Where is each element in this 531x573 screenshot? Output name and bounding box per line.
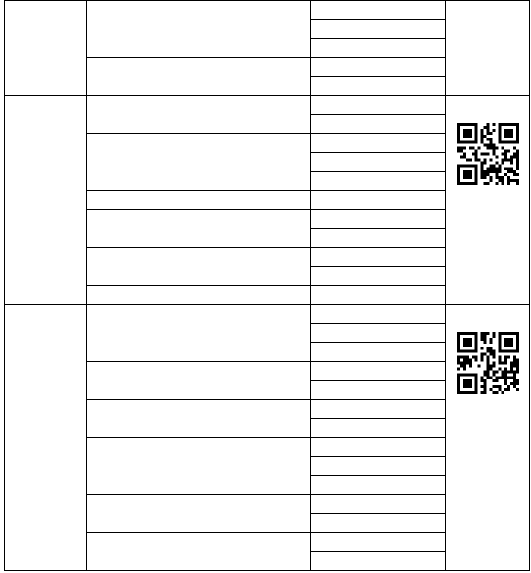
table-rule [4,95,530,96]
table-rule [310,76,446,77]
table-rule [310,456,446,457]
major-name [94,304,306,361]
major-name [94,0,306,57]
table-rule [310,551,446,552]
table-rule [310,418,446,419]
table-rule [310,475,446,476]
major-name [94,532,306,570]
table-rule [4,304,530,305]
table-rule [310,38,446,39]
table-rule [310,380,446,381]
table-rule [86,247,446,248]
table-rule [310,342,446,343]
major-name [94,437,306,494]
table-rule [310,323,446,324]
table-rule [86,494,446,495]
major-name [94,190,306,209]
table-rule [310,171,446,172]
table-rule [4,0,530,1]
major-name [94,361,306,399]
table-rule [86,399,446,400]
major-name [94,285,306,304]
major-name [94,399,306,437]
table-rule [4,570,530,571]
table-rule [310,266,446,267]
table-rule [310,513,446,514]
table-rule [86,285,446,286]
table-rule [310,19,446,20]
table-rule [529,0,530,570]
table-rule [86,57,446,58]
table-rule [310,228,446,229]
table-rule [310,152,446,153]
table-rule [86,133,446,134]
table-rule [86,532,446,533]
major-name [94,57,306,95]
major-name [94,247,306,285]
major-name [94,494,306,532]
major-name [94,133,306,190]
major-name [94,95,306,133]
table-rule [86,190,446,191]
table-rule [310,114,446,115]
qr-code-icon [457,332,519,394]
table-rule [86,209,446,210]
table-rule [4,0,5,570]
major-name [94,209,306,247]
table-rule [86,437,446,438]
table-rule [86,361,446,362]
qr-code-icon [457,123,519,185]
